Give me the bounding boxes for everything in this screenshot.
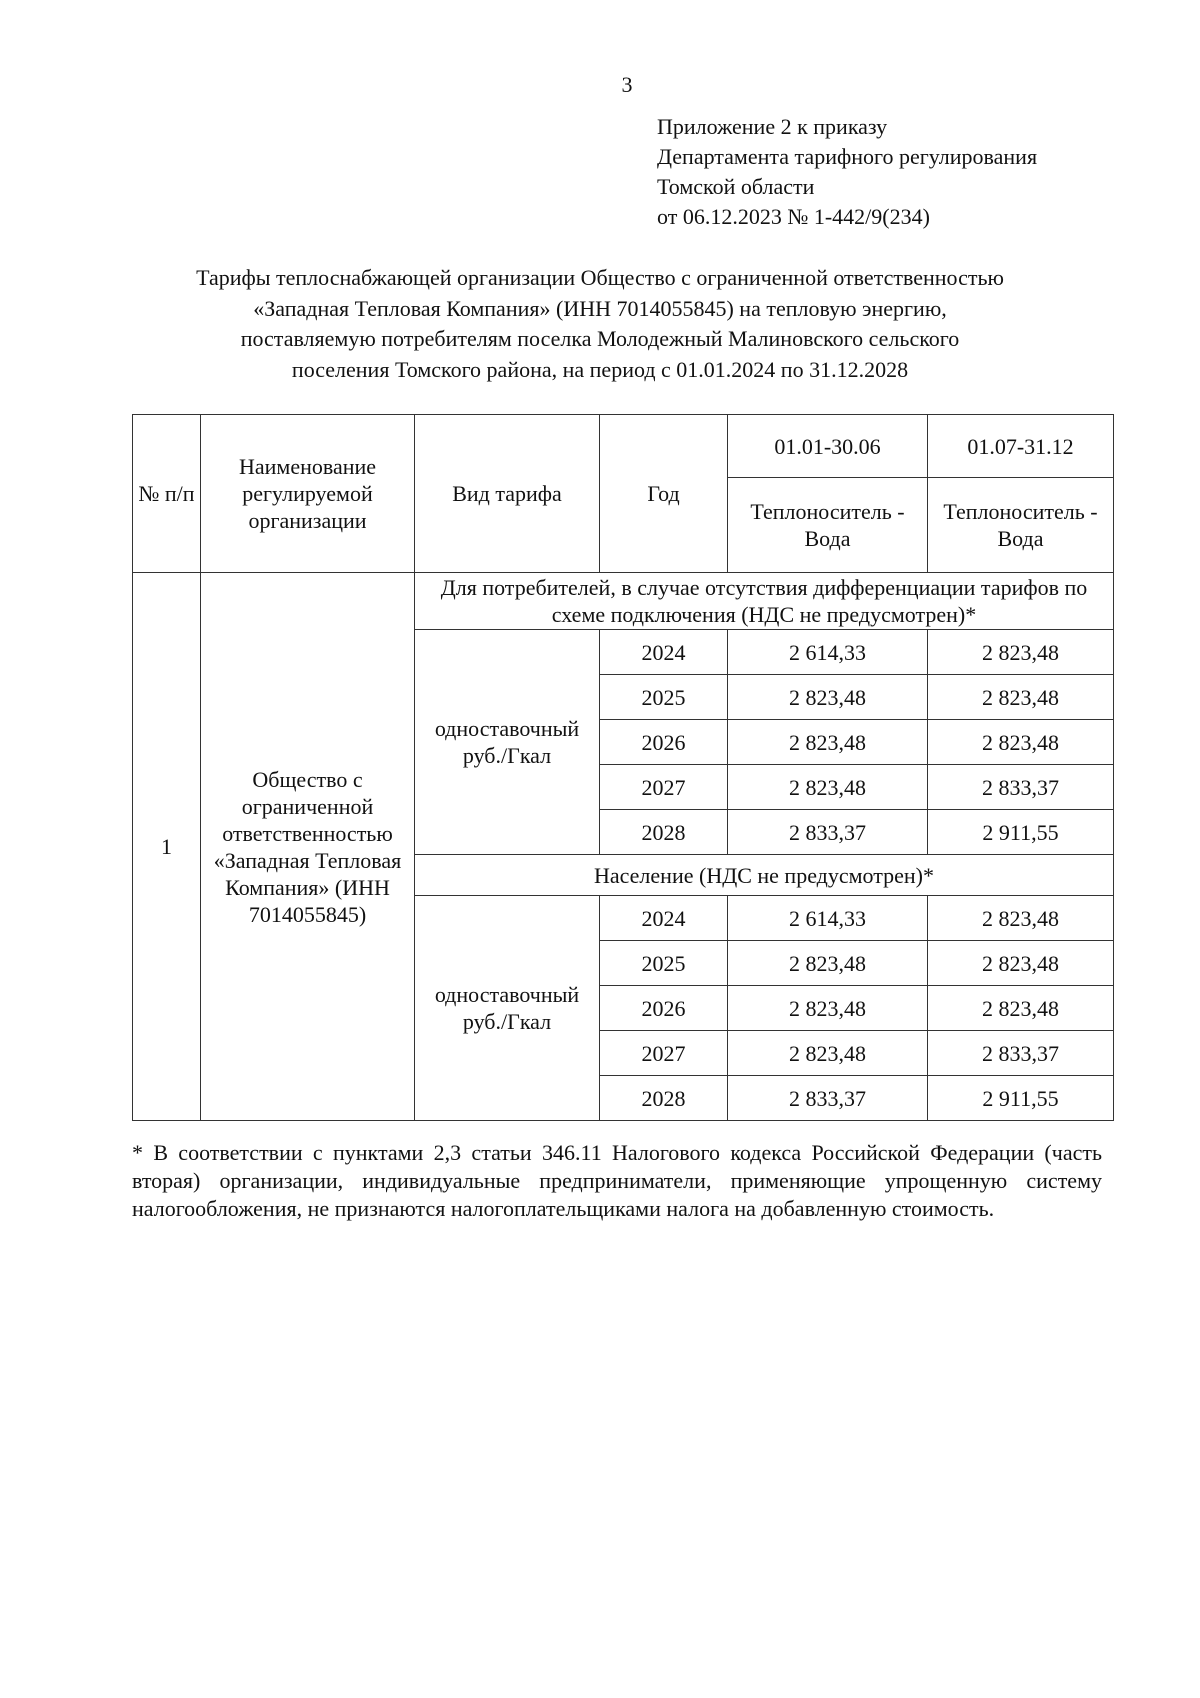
- header-carrier-2: Теплоноситель - Вода: [928, 478, 1114, 573]
- tariff-h1-cell: 2 823,48: [728, 941, 928, 986]
- header-period-1: 01.01-30.06: [728, 415, 928, 478]
- appendix-line: Приложение 2 к приказу: [657, 114, 888, 139]
- header-type: Вид тарифа: [415, 415, 600, 573]
- document-title: [100, 263, 1100, 385]
- tariff-h2-cell: 2 823,48: [928, 941, 1114, 986]
- tariff-h1-cell: 2 823,48: [728, 675, 928, 720]
- title-line: «Западная Тепловая Компания» (ИНН 7014055845) на тепловую энергию,: [253, 295, 947, 321]
- year-cell: 2025: [600, 941, 728, 986]
- header-num: № п/п: [133, 415, 201, 573]
- tariff-type: одноставочный руб./Гкал: [415, 630, 600, 855]
- tariff-h1-cell: 2 823,48: [728, 765, 928, 810]
- tariff-h1-cell: 2 833,37: [728, 1076, 928, 1121]
- page-number: 3: [621, 72, 633, 97]
- year-cell: 2026: [600, 986, 728, 1031]
- section-title: Население (НДС не предусмотрен)*: [415, 855, 1114, 896]
- year-cell: 2024: [600, 630, 728, 675]
- tariff-h1-cell: 2 614,33: [728, 896, 928, 941]
- tariff-h1-cell: 2 833,37: [728, 810, 928, 855]
- tariff-h2-cell: 2 823,48: [928, 720, 1114, 765]
- appendix-line: Томской области: [657, 174, 815, 199]
- header-period-2: 01.07-31.12: [928, 415, 1114, 478]
- year-cell: 2028: [600, 810, 728, 855]
- tariff-h2-cell: 2 911,55: [928, 810, 1114, 855]
- header-year: Год: [600, 415, 728, 573]
- organization-name: Общество с ограниченной ответственностью «Западная Тепловая Компания» (ИНН 7014055845): [201, 573, 415, 1121]
- tariff-h2-cell: 2 823,48: [928, 630, 1114, 675]
- section-header-row: [133, 573, 1114, 630]
- year-cell: 2024: [600, 896, 728, 941]
- header-carrier-1: Теплоноситель - Вода: [728, 478, 928, 573]
- tariff-h2-cell: 2 823,48: [928, 675, 1114, 720]
- tariff-h1-cell: 2 614,33: [728, 630, 928, 675]
- appendix-line: от 06.12.2023 № 1-442/9(234): [657, 204, 930, 229]
- tariff-h2-cell: 2 823,48: [928, 896, 1114, 941]
- header-org: Наименование регулируемой организации: [201, 415, 415, 573]
- tariff-type: одноставочный руб./Гкал: [415, 896, 600, 1121]
- section-title: Для потребителей, в случае отсутствия дифференциации тарифов по схеме подключения (НДС не предусмотрен)*: [415, 573, 1114, 630]
- year-cell: 2027: [600, 765, 728, 810]
- year-cell: 2026: [600, 720, 728, 765]
- tariff-h1-cell: 2 823,48: [728, 1031, 928, 1076]
- tariff-h1-cell: 2 823,48: [728, 986, 928, 1031]
- year-cell: 2025: [600, 675, 728, 720]
- tariff-table: [132, 414, 1114, 1121]
- appendix-line: Департамента тарифного регулирования: [657, 144, 1038, 169]
- tariff-h2-cell: 2 833,37: [928, 765, 1114, 810]
- tariff-h1-cell: 2 823,48: [728, 720, 928, 765]
- appendix-block: [657, 112, 1037, 232]
- row-number: 1: [133, 573, 201, 1121]
- year-cell: 2028: [600, 1076, 728, 1121]
- title-line: поставляемую потребителям поселка Молодежный Малиновского сельского: [240, 326, 960, 351]
- title-line: поселения Томского района, на период с 01.01.2024 по 31.12.2028: [291, 356, 909, 382]
- tariff-h2-cell: 2 911,55: [928, 1076, 1114, 1121]
- tariff-h2-cell: 2 823,48: [928, 986, 1114, 1031]
- footnote: * В соответствии с пунктами 2,3 статьи 346.11 Налогового кодекса Российской Федерации (часть вторая) организации, индивидуальные предприниматели, применяющие упрощенную систему налогообложения, не признаются налогоплательщиками налога на добавленную стоимость.: [132, 1140, 1102, 1221]
- year-cell: 2027: [600, 1031, 728, 1076]
- tariff-h2-cell: 2 833,37: [928, 1031, 1114, 1076]
- title-line: Тарифы теплоснабжающей организации Общество с ограниченной ответственностью: [196, 265, 1004, 290]
